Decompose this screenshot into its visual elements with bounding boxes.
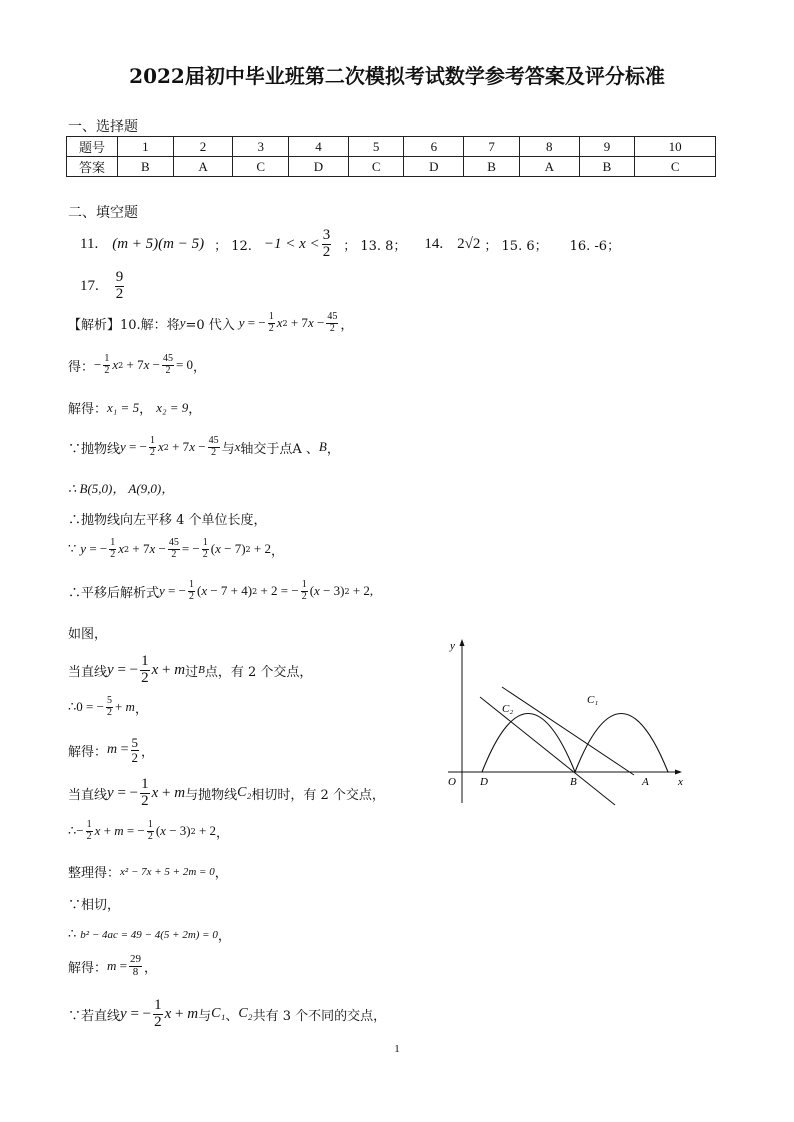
solution-line-19: ∵若直线 y = − $\frac{1}{2}$ x + m 与 C₁ 、 C₂ 共有 3 个不同的交点， [68,997,387,1030]
curve-c2: C₂ [238,1006,253,1022]
solution-text: ∵若直线 [68,1008,121,1024]
section-choice-heading: 一、选择题 [68,119,138,135]
solution-text: 整理得： [68,866,121,881]
solution-line-9 [68,623,107,642]
solution-text: 点，有 2 个交点， [204,664,313,680]
table-cell: B [579,157,635,177]
table-cell: 2 [173,137,233,157]
table-cell: 5 [348,137,404,157]
q12-answer: −1 < x < [263,235,320,252]
solution-line-8: ∴平移后解析式 y = − $\frac{1}{2}$ ( x − 7 + 4) 2 + 2 = − $\frac{1}{2}$ ( x − 3) 2 + 2, [68,579,374,602]
table-cell: 9 [579,137,635,157]
q17-number: 17. [80,277,99,294]
solution-text: 当直线 [68,664,108,680]
table-cell: 7 [464,137,520,157]
solution-text: ∵ [68,541,77,557]
q12-fraction [322,228,332,261]
label-c1: C₁ [587,694,599,706]
q12-number: ； 12. [214,238,252,254]
q15-answer: ； 15. 6； [484,238,548,254]
label-c2: C₂ [502,703,514,715]
solution-line-10: 当直线 y = − $\frac{1}{2}$ x + m 过 B 点，有 2 个交点， [68,653,313,686]
table-cell: D [404,157,464,177]
solution-line-4: ∵抛物线 y = − $\frac{1}{2}$ x 2 + 7 x − $\frac{45}{2}$ 与 x 轴交于点A 、 B ， [68,435,340,458]
q17-fraction [115,270,125,303]
fill-answers-row [80,224,620,264]
solution-text: ∴抛物线向左平移 4 个单位长度， [68,513,267,528]
solution-line-5 [68,478,174,497]
label-b: B [570,776,577,788]
curve-c1: C₁ [211,1006,226,1022]
q14-number: 14. [424,235,444,252]
solution-line-16 [68,894,120,913]
solution-line-18: 解得： m = $\frac{29}{8}$ ， [68,953,158,978]
solution-text: 与 [198,1008,212,1024]
table-cell: C [233,157,289,177]
q13-answer: ； 13. 8； [343,238,407,254]
table-cell: B [118,157,174,177]
solution-text: 如图， [68,627,108,642]
page-number: 1 [394,1043,400,1055]
table-header-answer: 答案 [67,157,118,177]
line-through-b [480,697,615,805]
page-title: 2022届初中毕业班第二次模拟考试数学参考答案及评分标准 [129,64,665,88]
solution-text: ∴ [68,927,77,942]
label-y: y [450,640,455,652]
label-x: x [678,776,683,788]
solution-text: 得： [68,359,95,375]
table-cell: 1 [118,137,174,157]
point-b: B [318,439,327,454]
root-x2: x₂ = 9 [156,399,189,415]
solution-text: 共有 3 个不同的交点， [252,1008,387,1024]
solution-text: 与抛物线 [185,787,238,803]
root-x1: x₁ = 5 [107,399,140,415]
q17-numerator: 9 [115,268,124,285]
solution-text: 、 [225,1008,239,1024]
solution-line-17: ∴ b² − 4ac = 49 − 4(5 + 2m) = 0 ， [68,927,231,944]
solution-text: ， [326,441,340,457]
equation: b² − 4ac = 49 − 4(5 + 2m) = 0 [80,928,218,941]
q11-answer: (m + 5)(m − 5) [112,235,205,252]
table-cell: D [289,157,349,177]
x-axis-arrow [675,770,682,775]
q12-numerator: 3 [322,226,331,243]
parabola-c2 [482,714,575,773]
label-origin: O [448,776,456,788]
table-header-number: 题号 [67,137,118,157]
var-x: x [234,439,241,454]
solution-text: ∴ [68,823,77,839]
parabola-graph [440,635,700,810]
solution-text: 相切时，有 2 个交点， [251,787,385,803]
solution-line-2: 得： − $\frac{1}{2}$ x 2 + 7 x − $\frac{45}{2}$ = 0 ， [68,353,207,376]
var-y: y [179,315,186,330]
solution-text: 解得： [68,960,108,976]
equation: x² − 7x + 5 + 2m = 0 [120,865,215,878]
label-a: A [642,776,649,788]
solution-text: ∵抛物线 [68,441,121,457]
table-cell: A [173,157,233,177]
table-cell: A [519,157,579,177]
answer-table [66,136,716,177]
solution-text: 当直线 [68,787,108,803]
table-cell: 4 [289,137,349,157]
section-fill-heading: 二、填空题 [68,205,138,221]
table-cell: 3 [233,137,289,157]
solution-text: 解得： [68,402,108,417]
solution-text: 过 [185,664,199,680]
q16-answer: 16. -6； [569,238,621,254]
solution-line-7: ∵ y = − $\frac{1}{2}$ x 2 + 7 x − $\frac{45}{2}$ = − $\frac{1}{2}$ ( x − 7) 2 + 2 ， [68,537,284,560]
solution-text: ∵相切， [68,898,121,913]
solution-line-12: 解得： m = $\frac{5}{2}$ ， [68,735,155,765]
y-axis-arrow [460,639,465,646]
q17-denominator: 2 [115,285,124,302]
solution-line-1: 【解析】10.解：将 y =0 代入 y = − $\frac{1}{2}$ x 2 + 7 x − $\frac{45}{2}$ ， [68,311,354,334]
table-row-numbers [67,137,716,157]
solution-line-6 [68,509,267,528]
table-cell: 10 [635,137,716,157]
fill-answer-17 [80,266,126,306]
table-cell: 6 [404,137,464,157]
table-row-answers [67,157,716,177]
solution-text: =0 代入 [185,317,235,333]
solution-text: 【解析】10.解：将 [68,317,180,333]
solution-text: 与 [221,441,235,457]
solution-line-14: ∴ − $\frac{1}{2}$ x + m = − $\frac{1}{2}$ ( x − 3) 2 + 2 ， [68,819,230,842]
q12-denominator: 2 [322,243,331,260]
curve-c2: C₂ [237,785,252,801]
solution-text: ∴平移后解析式 [68,585,160,601]
solution-text: 解得： [68,744,108,760]
solution-text: 轴交于点A 、 [240,441,319,457]
table-cell: 8 [519,137,579,157]
solution-line-15: 整理得： x² − 7x + 5 + 2m = 0 ， [68,862,228,881]
table-cell: C [348,157,404,177]
q14-answer: 2√2 [457,235,481,252]
solution-line-3: 解得： x₁ = 5 ， x₂ = 9 ， [68,399,202,417]
solution-line-13: 当直线 y = − $\frac{1}{2}$ x + m 与抛物线 C₂ 相切时，有 2 个交点， [68,776,385,809]
solution-text: ∴ [68,699,77,715]
parabola-c1 [575,714,668,773]
solution-text: ∴ B(5,0)， A(9,0)， [68,481,175,496]
label-d: D [480,776,488,788]
table-cell: C [635,157,716,177]
q11-number: 11. [80,235,99,252]
solution-line-11: ∴ 0 = − $\frac{5}{2}$ + m ， [68,695,148,718]
point-b: B [198,664,205,677]
table-cell: B [464,157,520,177]
